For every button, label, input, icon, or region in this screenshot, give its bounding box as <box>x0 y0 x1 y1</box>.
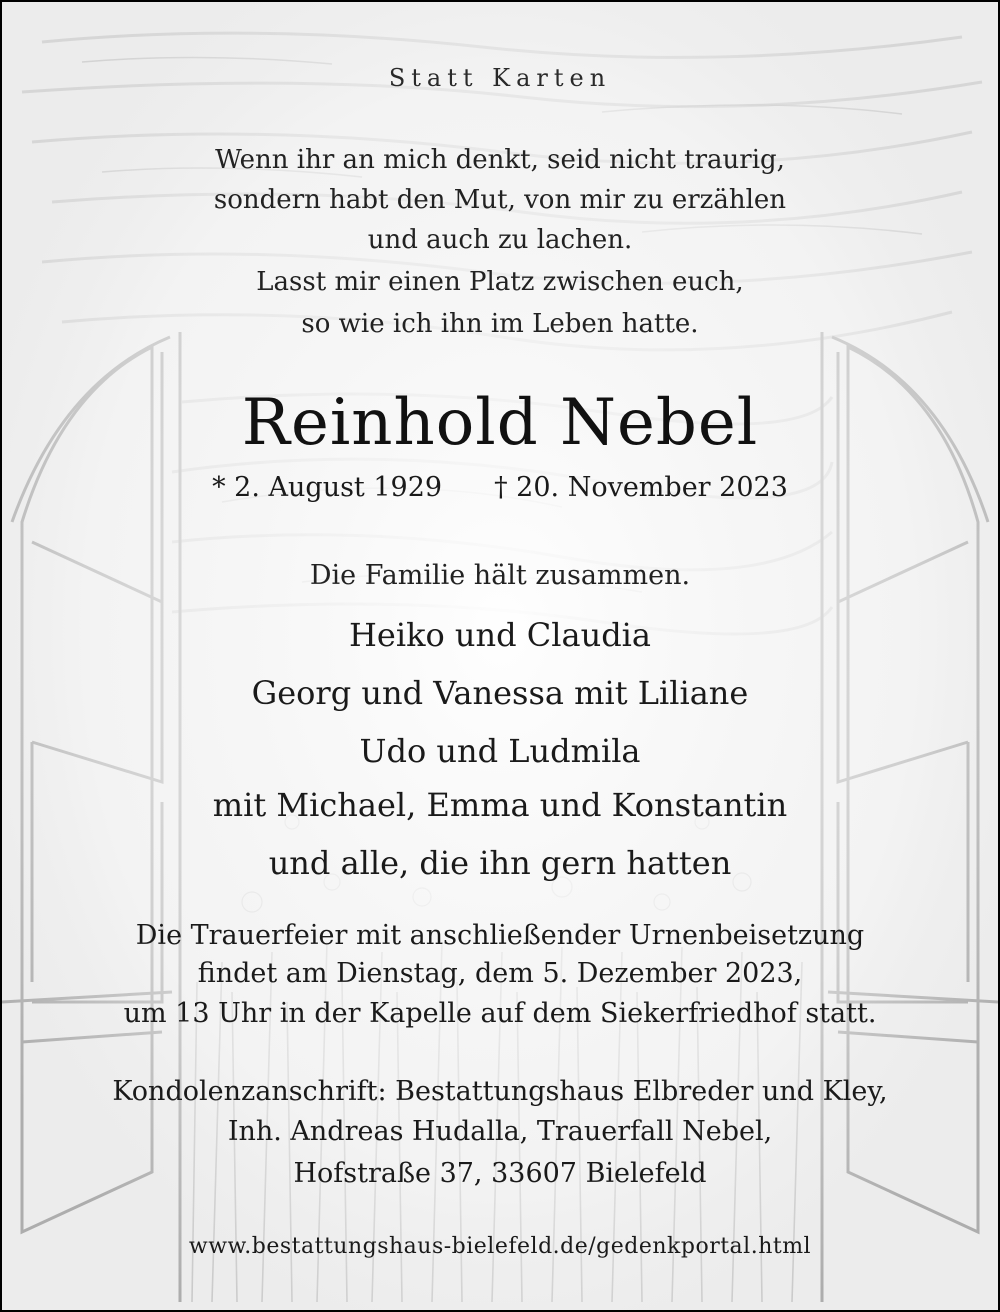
poem-line: Lasst mir einen Platz zwischen euch, <box>256 267 744 297</box>
poem-line: so wie ich ihn im Leben hatte. <box>301 309 699 339</box>
condolence-address-line: Kondolenzanschrift: Bestattungshaus Elbreder und Kley, <box>112 1076 888 1107</box>
condolence-address-line: Hofstraße 37, 33607 Bielefeld <box>293 1158 707 1189</box>
poem-line: Wenn ihr an mich denkt, seid nicht traurig, <box>215 145 785 175</box>
condolence-address-line: Inh. Andreas Hudalla, Trauerfall Nebel, <box>227 1116 773 1147</box>
family-note: Die Familie hält zusammen. <box>309 560 691 591</box>
family-member-line: mit Michael, Emma und Konstantin <box>212 786 788 824</box>
death-date: † 20. November 2023 <box>494 472 788 503</box>
obituary-text <box>2 2 998 1310</box>
ceremony-line: Die Trauerfeier mit anschließender Urnenbeisetzung <box>135 920 865 951</box>
family-member-line: Georg und Vanessa mit Liliane <box>251 674 749 712</box>
family-member-line: Udo und Ludmila <box>359 732 641 770</box>
ceremony-line: um 13 Uhr in der Kapelle auf dem Siekerfriedhof statt. <box>123 998 877 1029</box>
heading-statt-karten: Statt Karten <box>388 64 612 92</box>
family-member-line: Heiko und Claudia <box>349 616 651 654</box>
poem-line: und auch zu lachen. <box>367 225 633 255</box>
life-dates <box>2 472 998 503</box>
birth-date: * 2. August 1929 <box>212 472 443 503</box>
memorial-portal-url: www.bestattungshaus-bielefeld.de/gedenkportal.html <box>188 1234 812 1259</box>
poem-line: sondern habt den Mut, von mir zu erzählen <box>213 185 787 215</box>
deceased-name: Reinhold Nebel <box>241 386 759 460</box>
ceremony-line: findet am Dienstag, dem 5. Dezember 2023, <box>197 958 803 989</box>
family-member-line: und alle, die ihn gern hatten <box>268 844 732 882</box>
